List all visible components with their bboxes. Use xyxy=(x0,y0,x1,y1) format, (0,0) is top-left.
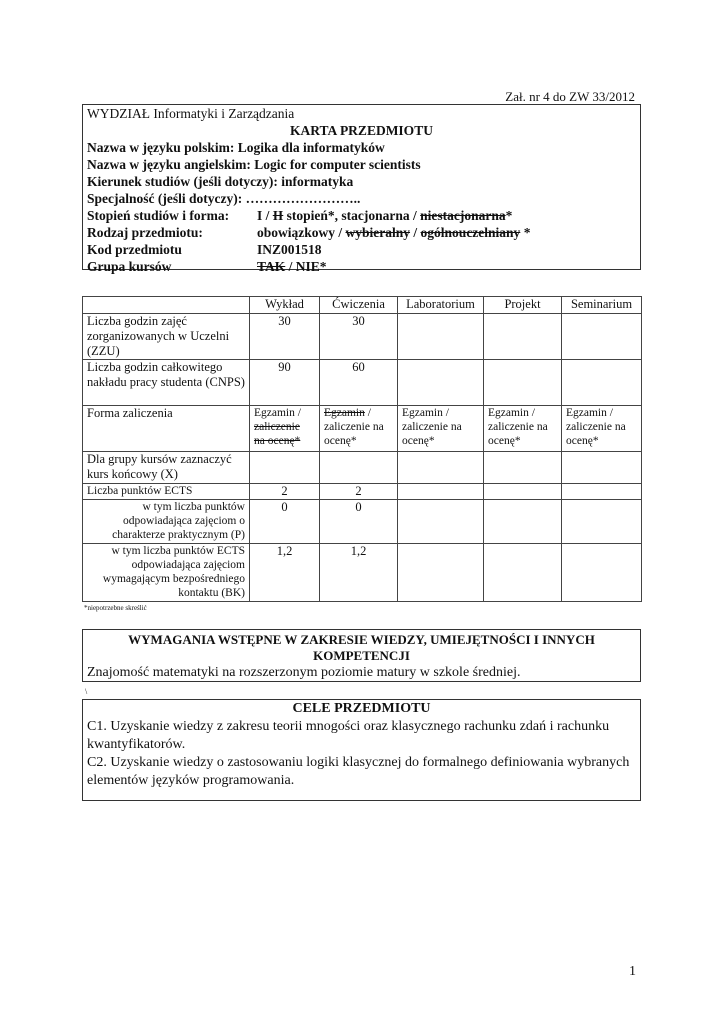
table-row xyxy=(83,452,642,484)
form-grade: ocenę* xyxy=(566,435,599,447)
goal-c2: C2. Uzyskanie wiedzy o zastosowaniu logiki klasycznej do formalnego definiowania wybranych elementów języków programowania. xyxy=(87,755,630,788)
group-no: / NIE* xyxy=(285,259,327,274)
table-row xyxy=(83,484,642,500)
empty-cell xyxy=(398,452,484,484)
column-header: Projekt xyxy=(484,297,562,314)
form-credit: zaliczenie na xyxy=(488,421,548,433)
table-row xyxy=(83,406,642,452)
footnote: *niepotrzebne skreślić xyxy=(84,604,147,612)
form-credit: zaliczenie na xyxy=(324,421,384,433)
degree-row xyxy=(87,207,636,224)
cell-value: 0 xyxy=(320,500,398,544)
degree-label: Stopień studiów i forma: xyxy=(87,208,230,223)
form-grade-struck: na ocenę* xyxy=(254,435,301,447)
empty-cell xyxy=(562,484,642,500)
empty-cell xyxy=(562,360,642,406)
specialty: Specjalność (jeśli dotyczy): …………………….. xyxy=(87,191,361,206)
degree-fulltime: stopień*, stacjonarna / xyxy=(283,208,421,223)
empty-cell xyxy=(320,452,398,484)
form-slash: / xyxy=(528,407,535,419)
form-grade: ocenę* xyxy=(324,435,357,447)
table-row xyxy=(83,314,642,360)
card-title: KARTA PRZEDMIOTU xyxy=(290,123,433,138)
type-row xyxy=(87,224,636,241)
goals-section xyxy=(82,699,641,801)
empty-cell xyxy=(484,314,562,360)
type-mandatory: obowiązkowy / xyxy=(257,225,346,240)
form-exam-struck: Egzamin xyxy=(324,407,365,419)
empty-cell xyxy=(484,360,562,406)
course-card-header xyxy=(82,104,641,274)
code-row xyxy=(87,241,636,258)
requirements-title: WYMAGANIA WSTĘPNE W ZAKRESIE WIEDZY, UMIEJĘTNOŚCI I INNYCH KOMPETENCJI xyxy=(128,632,595,663)
form-credit: zaliczenie na xyxy=(402,421,462,433)
row-label: Liczba punktów ECTS xyxy=(83,484,250,500)
cell-value: 2 xyxy=(320,484,398,500)
type-label: Rodzaj przedmiotu: xyxy=(87,225,203,240)
code-value: INZ001518 xyxy=(257,242,322,257)
degree-second-struck: II xyxy=(272,208,284,223)
form-cell-lab xyxy=(398,406,484,452)
goals-title: CELE PRZEDMIOTU xyxy=(292,701,431,716)
table-header-row xyxy=(83,297,642,314)
form-exam: Egzamin xyxy=(488,407,529,419)
row-label: Dla grupy kursów zaznaczyć kurs końcowy (X) xyxy=(83,452,250,484)
code-label: Kod przedmiotu xyxy=(87,242,182,257)
table-row xyxy=(83,544,642,602)
empty-cell xyxy=(398,360,484,406)
form-credit-struck: zaliczenie xyxy=(254,421,300,433)
empty-cell xyxy=(562,452,642,484)
empty-cell xyxy=(562,314,642,360)
degree-asterisk: * xyxy=(505,208,513,223)
form-slash: / xyxy=(442,407,449,419)
hours-table xyxy=(82,296,642,602)
form-grade: ocenę* xyxy=(402,435,435,447)
form-cell-project xyxy=(484,406,562,452)
empty-cell xyxy=(398,500,484,544)
column-header: Laboratorium xyxy=(398,297,484,314)
stray-mark: \ xyxy=(85,687,88,696)
form-cell-seminar xyxy=(562,406,642,452)
cell-value: 30 xyxy=(320,314,398,360)
type-elective-struck: wybieralny xyxy=(345,225,411,240)
empty-cell xyxy=(398,544,484,602)
cell-value: 30 xyxy=(250,314,320,360)
form-exam: Egzamin xyxy=(402,407,443,419)
column-header: Seminarium xyxy=(562,297,642,314)
row-label: Forma zaliczenia xyxy=(83,406,250,452)
cell-value: 1,2 xyxy=(320,544,398,602)
cell-value: 90 xyxy=(250,360,320,406)
cell-value: 1,2 xyxy=(250,544,320,602)
name-polish: Nazwa w języku polskim: Logika dla informatyków xyxy=(87,140,385,155)
empty-cell xyxy=(250,452,320,484)
requirements-text: Znajomość matematyki na rozszerzonym poziomie matury w szkole średniej. xyxy=(87,665,521,680)
degree-parttime-struck: niestacjonarna xyxy=(420,208,506,223)
requirements-section xyxy=(82,629,641,682)
group-label: Grupa kursów xyxy=(87,259,172,274)
table-row xyxy=(83,500,642,544)
page-number: 1 xyxy=(629,964,636,979)
form-slash: / xyxy=(606,407,613,419)
empty-cell xyxy=(484,484,562,500)
field-of-study: Kierunek studiów (jeśli dotyczy): informatyka xyxy=(87,174,354,189)
empty-header xyxy=(83,297,250,314)
faculty: WYDZIAŁ Informatyki i Zarządzania xyxy=(87,106,295,121)
form-exam: Egzamin xyxy=(254,407,295,419)
goal-c1: C1. Uzyskanie wiedzy z zakresu teorii mnogości oraz klasycznego rachunku zdań i rachunku kwantyfikatorów. xyxy=(87,719,610,752)
empty-cell xyxy=(562,500,642,544)
form-exam: Egzamin xyxy=(566,407,607,419)
form-cell-exercises xyxy=(320,406,398,452)
empty-cell xyxy=(398,484,484,500)
form-cell-lecture xyxy=(250,406,320,452)
cell-value: 2 xyxy=(250,484,320,500)
empty-cell xyxy=(484,452,562,484)
name-english: Nazwa w języku angielskim: Logic for computer scientists xyxy=(87,157,421,172)
degree-first: I / xyxy=(257,208,273,223)
column-header: Wykład xyxy=(250,297,320,314)
row-label: Liczba godzin całkowitego nakładu pracy studenta (CNPS) xyxy=(83,360,250,406)
empty-cell xyxy=(562,544,642,602)
row-label: Liczba godzin zajęć zorganizowanych w Uczelni (ZZU) xyxy=(83,314,250,360)
table-row xyxy=(83,360,642,406)
row-label: w tym liczba punktów odpowiadająca zajęciom o charakterze praktycznym (P) xyxy=(83,500,250,544)
attachment-note: Zał. nr 4 do ZW 33/2012 xyxy=(505,89,635,104)
cell-value: 60 xyxy=(320,360,398,406)
form-slash: / xyxy=(294,407,301,419)
group-row xyxy=(87,258,636,275)
column-header: Ćwiczenia xyxy=(320,297,398,314)
empty-cell xyxy=(398,314,484,360)
cell-value: 0 xyxy=(250,500,320,544)
empty-cell xyxy=(484,500,562,544)
type-asterisk: * xyxy=(520,225,531,240)
type-general-struck: ogólnouczelniany xyxy=(420,225,521,240)
type-sep: / xyxy=(410,225,421,240)
row-label: w tym liczba punktów ECTS odpowiadająca zajęciom wymagającym bezpośredniego kontaktu (BK) xyxy=(83,544,250,602)
form-grade: ocenę* xyxy=(488,435,521,447)
form-slash: / xyxy=(364,407,371,419)
group-yes-struck: TAK xyxy=(257,259,286,274)
form-credit: zaliczenie na xyxy=(566,421,626,433)
empty-cell xyxy=(484,544,562,602)
